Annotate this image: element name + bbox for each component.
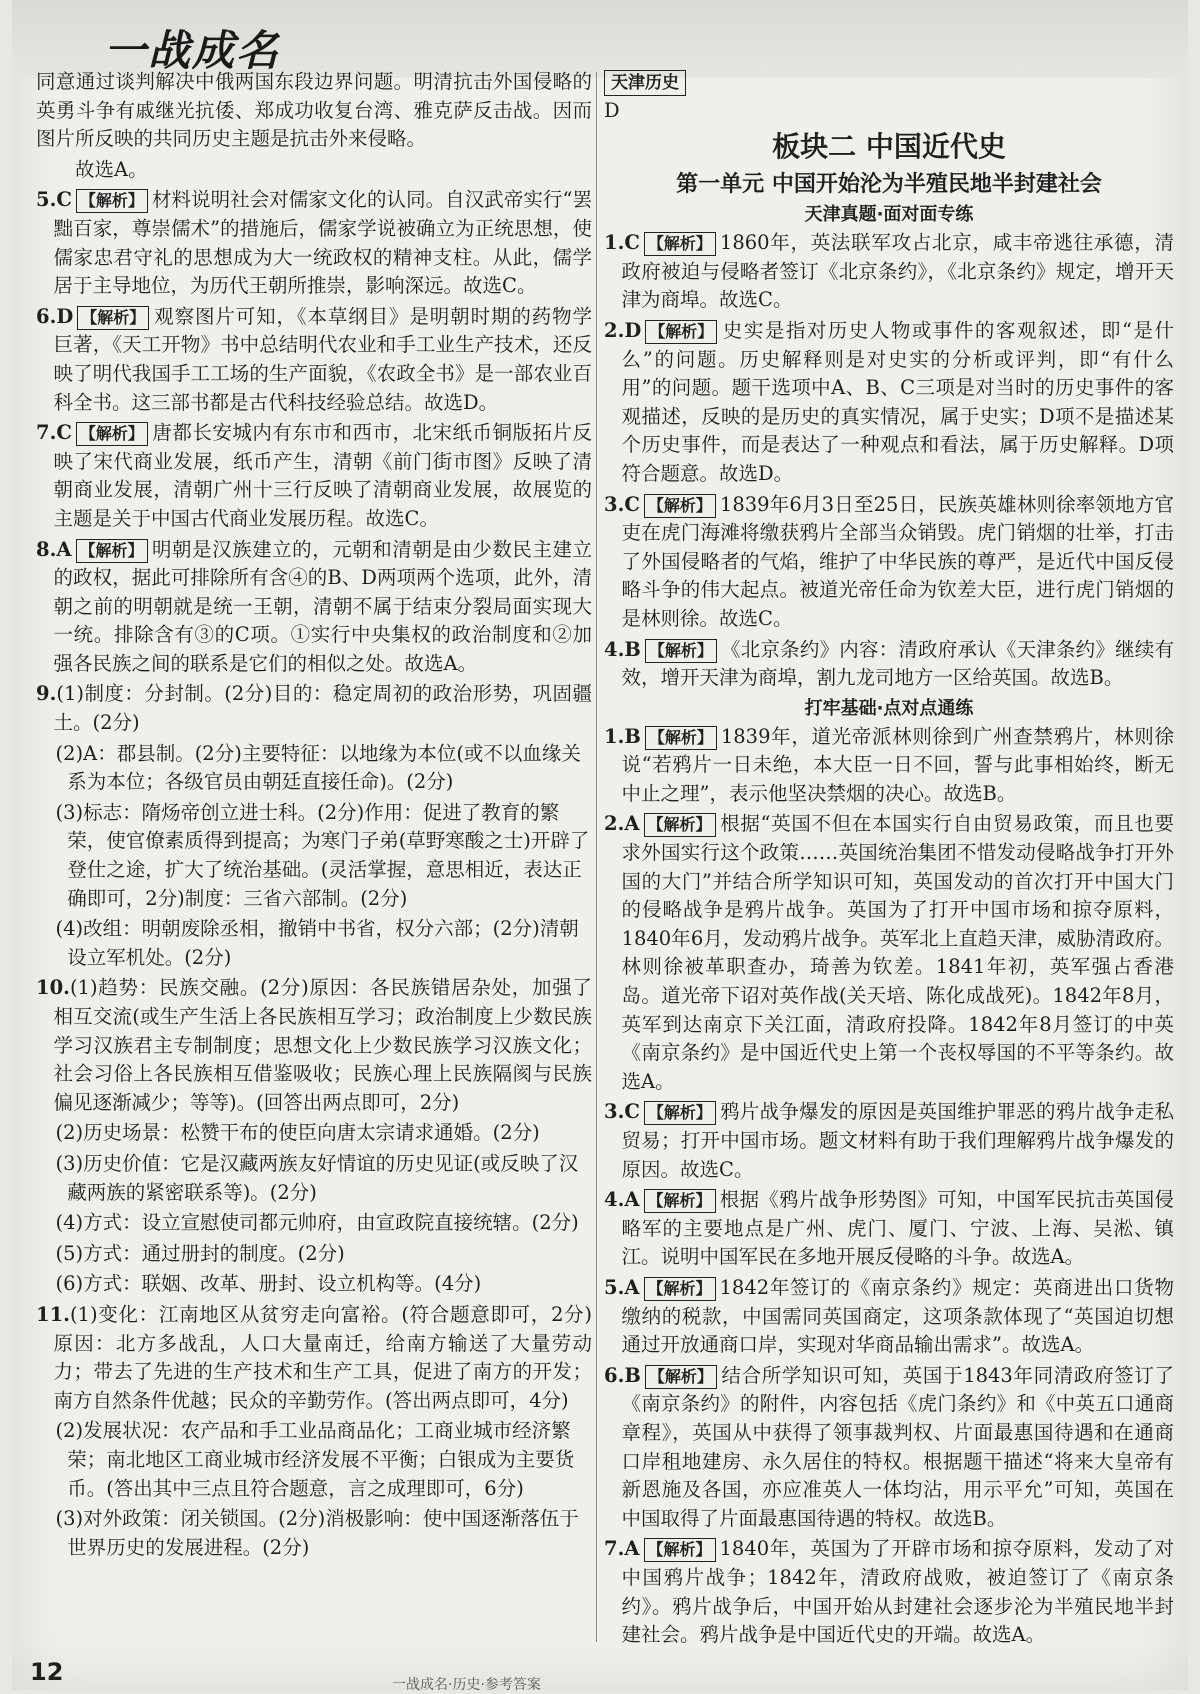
analysis-tag: 【解析】	[644, 494, 716, 518]
sub-answer: (2)发展状况：农产品和手工业品商品化；工商业城市经济繁荣；南北地区工商业城市经济发展不平衡；白银成为主要货币。(答出其中三点且符合题意，言之成理即可，6分)	[55, 1419, 575, 1500]
practice-section-title: 打牢基础·点对点通练	[804, 697, 974, 719]
answer-text: (1)趋势：民族交融。(2分)原因：各民族错居杂处，加强了相互交流(或生产生活上各民族相互学习；政治制度上少数民族学习汉族君主专制制度；思想文化上少数民族学习汉族文化；社会习俗上各民族相互借鉴吸收；民族心理上民族隔阂与民族偏见逐渐减少；等等)。(回答出两点即可，2分)	[53, 976, 592, 1114]
paragraph: 同意通过谈判解决中俄两国东段边界问题。明清抗击外国侵略的英勇斗争有戚继光抗倭、郑成功收复台湾、雅克萨反击战。因而图片所反映的共同历史主题是抗击外来侵略。	[36, 70, 592, 151]
analysis-tag: 【解析】	[644, 1189, 716, 1213]
sub-answer: (3)历史价值：它是汉藏两族友好情谊的历史见证(或反映了汉藏两族的紧密联系等)。(2分)	[55, 1151, 579, 1204]
answer-text: 明朝是汉族建立的，元朝和清朝是由少数民主建立的政权，据此可排除所有含④的B、D两项两个选项，此外，清朝之前的明朝就是统一王朝，清朝不属于结束分裂局面实现大一统。排除含有③的C项。①实行中央集权的政治制度和②加强各民族之间的联系是它们的相似之处。故选A。	[53, 537, 592, 675]
answer-item	[604, 491, 1174, 634]
question-number: 3.C	[604, 492, 640, 516]
question-number: 6.D	[36, 304, 74, 328]
sub-answer: (3)对外政策：闭关锁国。(2分)消极影响：使中国逐渐落伍于世界历史的发展进程。(2分)	[55, 1507, 579, 1559]
question-number: 3.C	[604, 1100, 640, 1124]
answer-item	[36, 974, 592, 1117]
sub-answer: (6)方式：联姻、改革、册封、设立机构等。(4分)	[55, 1272, 482, 1296]
analysis-tag: 【解析】	[76, 422, 148, 446]
question-number: 5.C	[36, 188, 72, 212]
answer-item	[36, 1301, 592, 1415]
answer-item	[36, 680, 592, 737]
question-number: 7.C	[36, 421, 72, 445]
answer-text: 1860年，英法联军攻占北京，咸丰帝逃往承德，清政府被迫与侵略者签订《北京条约》，《北京条约》规定，增开天津为商埠。故选C。	[621, 231, 1174, 312]
page	[12, 0, 1188, 1693]
question-number: 1.B	[604, 724, 641, 748]
answer-text: 根据《鸦片战争形势图》可知，中国军民抗击英国侵略军的主要地点是广州、虎门、厦门、宁波、上海、吴淞、镇江。说明中国军民在多地开展反侵略的斗争。故选A。	[621, 1188, 1174, 1269]
answer-text: 1839年6月3日至25日，民族英雄林则徐率领地方官吏在虎门海滩将缴获鸦片全部当众销毁。虎门销烟的壮举，打击了外国侵略者的气焰，维护了中华民族的尊严，是近代中国反侵略斗争的伟大起点。被道光帝任命为钦差大臣，进行虎门销烟的是林则徐。故选C。	[621, 492, 1174, 630]
answer-item	[604, 1098, 1174, 1184]
answer-text: 观察图片可知，《本草纲目》是明朝时期的药物学巨著，《天工开物》书中总结明代农业和手工业生产技术，还反映了明代我国手工工场的生产面貌，《农政全书》是一部农业百科全书。这三部书都是古代科技经验总结。故选D。	[53, 304, 592, 414]
sub-answer: (4)改组：明朝废除丞相，撤销中书省，权分六部；(2分)清朝设立军机处。(2分)	[55, 917, 579, 969]
answer-item	[36, 536, 592, 679]
right-column	[604, 68, 1174, 1652]
footer-running-text: 一战成名·历史·参考答案	[392, 1677, 541, 1693]
answer-item	[604, 810, 1174, 1096]
paragraph: 故选A。	[75, 157, 148, 181]
column-divider	[596, 72, 597, 1642]
question-number: 2.D	[604, 318, 642, 342]
answer-text: 唐都长安城内有东市和西市，北宋纸币铜版拓片反映了宋代商业发展，纸币产生，清朝《前门街市图》反映了清朝商业发展，清朝广州十三行反映了清朝商业发展，故展览的主题是关于中国古代商业发展历程。故选C。	[53, 421, 592, 530]
analysis-tag: 【解析】	[644, 232, 716, 256]
analysis-tag: 【解析】	[644, 1101, 716, 1125]
answer-item	[604, 1362, 1174, 1534]
question-number: 9.	[36, 682, 57, 706]
answer-text: (1)变化：江南地区从贫穷走向富裕。(符合题意即可，2分)原因：北方多战乱，人口大量南迁，给南方输送了大量劳动力；带去了先进的生产技术和生产工具，促进了南方的开发；南方自然条件优越；民众的辛勤劳作。(答出两点即可，4分)	[53, 1302, 592, 1412]
question-number: 7.A	[604, 1537, 640, 1561]
question-number: 6.B	[604, 1363, 641, 1387]
analysis-tag: 【解析】	[76, 189, 148, 213]
sub-answer: (4)方式：设立宣慰使司都元帅府，由宣政院直接统辖。(2分)	[55, 1211, 579, 1235]
question-number: 4.B	[604, 637, 641, 661]
analysis-tag: 【解析】	[645, 320, 717, 344]
sub-answer: (3)标志：隋炀帝创立进士科。(2分)作用：促进了教育的繁荣，使官僚素质得到提高；为寒门子弟(草野寒酸之士)开辟了登仕之途，扩大了统治基础。(灵活掌握，意思相近，表达正确即可，2分)制度：三省六部制。(2分)	[55, 800, 590, 910]
page-number: 12	[30, 1658, 64, 1686]
analysis-tag: 【解析】	[644, 1538, 716, 1562]
answer-item	[604, 229, 1174, 315]
brand-logo: 一战成名	[104, 26, 281, 75]
question-number: 4.A	[604, 1188, 640, 1212]
sub-answer: (2)A：郡县制。(2分)主要特征：以地缘为本位(或不以血缘关系为本位；各级官员由朝廷直接任命)。(2分)	[55, 741, 581, 794]
unit-title: 第一单元 中国开始沦为半殖民地半封建社会	[676, 172, 1102, 198]
analysis-tag: 【解析】	[644, 813, 716, 837]
question-number: 1.C	[604, 231, 640, 255]
book-tag: 天津历史	[604, 70, 686, 96]
answer-item	[604, 636, 1174, 693]
answer-item	[604, 1535, 1174, 1649]
question-number: 5.A	[604, 1275, 640, 1299]
answer-item	[36, 186, 592, 300]
answer-item	[604, 1186, 1174, 1272]
answer-item	[604, 317, 1174, 489]
answer-text: 史实是指对历史人物或事件的客观叙述，即“是什么”的问题。历史解释则是对史实的分析或评判，即“有什么用”的问题。题干选项中A、B、C三项是对当时的历史事件的客观描述，反映的是历史的真实情况，属于史实；D项不是描述某个历史事件，而是表达了一种观点和看法，属于历史解释。D项符合题意。故选D。	[621, 318, 1174, 485]
analysis-tag: 【解析】	[645, 726, 717, 750]
question-number: 8.A	[36, 537, 72, 561]
left-column	[36, 68, 592, 1564]
answer-text: 根据“英国不但在本国实行自由贸易政策，而且也要求外国实行这个政策……英国统治集团不惜发动侵略战争打开外国的大门”并结合所学知识可知，英国发动的首次打开中国大门的侵略战争是鸦片战争。英国为了打开中国市场和掠夺原料，1840年6月，发动鸦片战争。英军北上直趋天津，威胁清政府。林则徐被革职查办，琦善为钦差。1841年初，英军强占香港岛。道光帝下诏对英作战(关天培、陈化成战死)。1842年8月，英军到达南京下关江面，清政府投降。1842年8月签订的中英《南京条约》是中国近代史上第一个丧权辱国的不平等条约。故选A。	[621, 812, 1174, 1093]
answer-item	[604, 723, 1174, 809]
answer-item	[36, 419, 592, 533]
answer-text: 1839年，道光帝派林则徐到广州查禁鸦片，林则徐说“若鸦片一日未绝，本大臣一日不回，誓与此事相始终，断无中止之理”，表示他坚决禁烟的决心。故选B。	[621, 724, 1174, 805]
answer-text: 结合所学知识可知，英国于1843年同清政府签订了《南京条约》的附件，内容包括《虎门条约》和《中英五口通商章程》，英国从中获得了领事裁判权、片面最惠国待遇和在通商口岸租地建房、永久居住的特权。根据题干描述“将来大皇帝有新恩施及各国，亦应准英人一体均沾，用示平允”可知，英国在中国取得了片面最惠国待遇的特权。故选B。	[621, 1363, 1174, 1530]
analysis-tag: 【解析】	[77, 306, 149, 330]
answer-text: 《北京条约》内容：清政府承认《天津条约》继续有效，增开天津为商埠，割九龙司地方一区给英国。故选B。	[621, 637, 1174, 690]
sub-answer: (5)方式：通过册封的制度。(2分)	[55, 1241, 345, 1265]
question-number: 10.	[36, 976, 70, 1000]
answer-text: 1842年签订的《南京条约》规定：英商进出口货物缴纳的税款，中国需同英国商定，这项条款体现了“英国迫切想通过开放通商口岸，实现对华商品输出需求”。故选A。	[621, 1275, 1174, 1357]
analysis-tag: 【解析】	[76, 539, 148, 563]
analysis-tag: 【解析】	[644, 1277, 716, 1301]
section-title: 板块二 中国近代史	[772, 130, 1006, 164]
answer-text: 鸦片战争爆发的原因是英国维护罪恶的鸦片战争走私贸易；打开中国市场。题文材料有助于我们理解鸦片战争爆发的原因。故选C。	[621, 1100, 1174, 1181]
analysis-tag: 【解析】	[645, 1365, 717, 1389]
answer-item	[604, 1274, 1174, 1360]
practice-section-title: 天津真题·面对面专练	[804, 204, 974, 226]
question-number: 11.	[36, 1302, 70, 1326]
answer-item	[36, 303, 592, 417]
answer-text: (1)制度：分封制。(2分)目的：稳定周初的政治形势，巩固疆土。(2分)	[53, 682, 592, 735]
question-number: 2.A	[604, 812, 640, 836]
sub-answer: (2)历史场景：松赞干布的使臣向唐太宗请求通婚。(2分)	[55, 1121, 540, 1145]
answer-text: 1840年，英国为了开辟市场和掠夺原料，发动了对中国鸦片战争；1842年，清政府战败，被迫签订了《南京条约》。鸦片战争后，中国开始从封建社会逐步沦为半殖民地半封建社会。鸦片战争是中国近代史的开端。故选A。	[621, 1537, 1174, 1647]
answer-text: 材料说明社会对儒家文化的认同。自汉武帝实行“罢黜百家，尊崇儒术”的措施后，儒家学说被确立为正统思想，使儒家忠君守礼的思想成为大一统政权的精神支柱。从此，儒学居于主导地位，为历代王朝所推崇，影响深远。故选C。	[53, 188, 592, 298]
leading-answer: D	[604, 98, 620, 122]
analysis-tag: 【解析】	[645, 639, 717, 663]
right-blocks	[604, 201, 1174, 1650]
